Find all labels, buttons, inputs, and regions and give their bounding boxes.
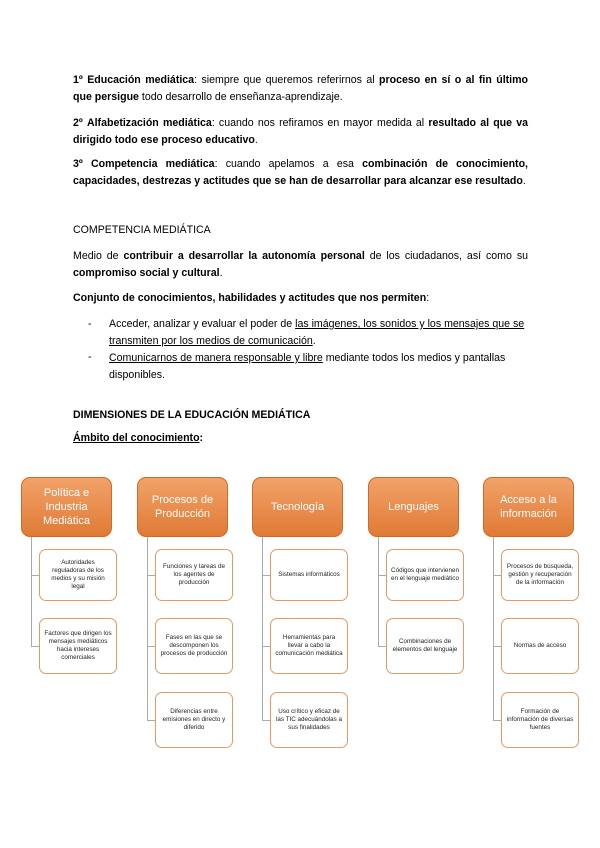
section-heading-competencia: COMPETENCIA MEDIÁTICA — [73, 224, 211, 236]
section-heading-dimensiones: DIMENSIONES DE LA EDUCACIÓN MEDIÁTICA — [73, 409, 311, 421]
connector — [493, 537, 494, 720]
bullet-dash: - — [88, 351, 92, 363]
connector — [31, 646, 39, 647]
bullet-1 — [109, 316, 529, 350]
item-emphasis: combinación de conocimiento, capacidades, destrezas y actitudes que se han de desarrollar para alcanzar ese resultado — [73, 158, 528, 187]
category-box: Procesos de Producción — [137, 477, 228, 537]
topic-box: Funciones y tareas de los agentes de producción — [155, 549, 233, 601]
category-box: Lenguajes — [368, 477, 459, 537]
emphasis: Conjunto de conocimientos, habilidades y actitudes que nos permiten — [73, 292, 427, 304]
connector — [493, 646, 501, 647]
bullet-dash: - — [88, 318, 92, 330]
intro-item-2 — [73, 115, 528, 149]
connector — [262, 646, 270, 647]
connector — [31, 537, 32, 646]
connector — [147, 575, 155, 576]
connector — [147, 646, 155, 647]
connector — [493, 720, 501, 721]
topic-box: Factores que dirigen los mensajes mediáticos hacia intereses comerciales — [39, 618, 117, 674]
topic-box: Procesos de búsqueda, gestión y recuperación de la información — [501, 549, 579, 601]
category-box: Política e Industria Mediática — [21, 477, 112, 537]
topic-box: Códigos que intervienen en el lenguaje mediático — [386, 549, 464, 601]
intro-item-3 — [73, 156, 528, 190]
item-text-end: . — [254, 134, 258, 146]
topic-box: Combinaciones de elementos del lenguaje — [386, 618, 464, 674]
topic-box: Fases en las que se descomponen los procesos de producción — [155, 618, 233, 674]
item-text: : siempre que queremos referirnos al — [194, 74, 380, 86]
item-term: Competencia mediática — [90, 158, 215, 170]
text: : — [199, 432, 204, 444]
text: . — [219, 267, 223, 279]
competencia-paragraph — [73, 248, 528, 282]
subheading-ambito — [73, 432, 203, 444]
connector — [31, 575, 39, 576]
conjunto-line — [73, 290, 528, 307]
item-number: 3º — [73, 158, 83, 170]
underlined: las imágenes, los sonidos y los mensajes que se transmiten por los medios de comunicación — [109, 318, 525, 347]
category-box: Tecnología — [252, 477, 343, 537]
intro-item-1 — [73, 72, 528, 106]
topic-box: Uso crítico y eficaz de las TIC adecuándolas a sus finalidades — [270, 692, 348, 748]
underlined: Comunicarnos de manera responsable y libre — [109, 352, 323, 364]
topic-box: Formación de información de diversas fuentes — [501, 692, 579, 748]
connector — [262, 720, 270, 721]
item-term: Educación mediática — [87, 74, 195, 86]
connector — [262, 537, 263, 720]
connector — [378, 575, 386, 576]
item-text: : cuando apelamos a esa — [214, 158, 363, 170]
text: : — [426, 292, 430, 304]
connector — [147, 537, 148, 720]
text: Medio de — [73, 250, 124, 262]
item-emphasis: proceso en sí o al fin último que persigue — [73, 74, 529, 103]
item-emphasis: resultado al que va dirigido todo ese proceso educativo — [73, 117, 528, 146]
topic-box: Sistemas informáticos — [270, 549, 348, 601]
connector — [262, 575, 270, 576]
text: de los ciudadanos, así como su — [364, 250, 529, 262]
topic-box: Autoridades reguladoras de los medios y su misión legal — [39, 549, 117, 601]
item-text: : cuando nos refiramos en mayor medida al — [211, 117, 429, 129]
item-text-end: todo desarrollo de enseñanza-aprendizaje. — [138, 91, 343, 103]
connector — [147, 720, 155, 721]
emphasis: contribuir a desarrollar la autonomía personal — [123, 250, 365, 262]
topic-box: Normas de acceso — [501, 618, 579, 674]
item-number: 1º — [73, 74, 83, 86]
emphasis: compromiso social y cultural — [73, 267, 220, 279]
topic-box: Herramientas para llevar a cabo la comunicación mediática — [270, 618, 348, 674]
text: Ámbito del conocimiento — [73, 432, 200, 444]
item-text-end: . — [522, 175, 526, 187]
topic-box: Diferencias entre emisiones en directo y diferido — [155, 692, 233, 748]
item-number: 2º — [73, 117, 83, 129]
connector — [378, 537, 379, 646]
item-term: Alfabetización mediática — [86, 117, 212, 129]
text: mediante todos los medios y pantallas disponibles. — [109, 352, 506, 381]
bullet-2 — [109, 350, 529, 384]
text: . — [312, 335, 316, 347]
category-box: Acceso a la información — [483, 477, 574, 537]
text: Acceder, analizar y evaluar el poder de — [109, 318, 296, 330]
connector — [493, 575, 501, 576]
connector — [378, 646, 386, 647]
